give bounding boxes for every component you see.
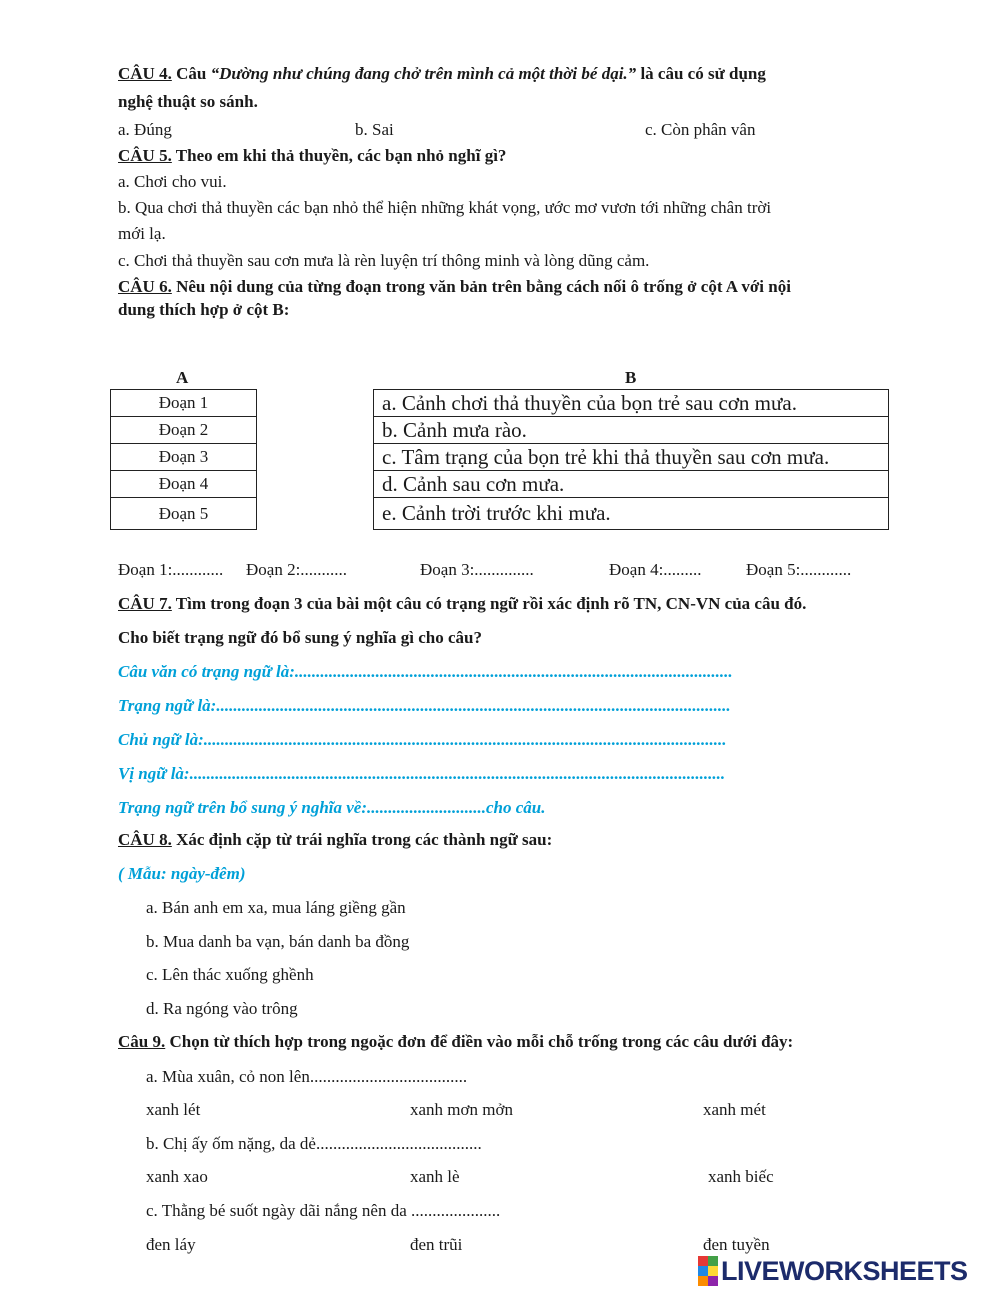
q9-b-option: xanh biếc — [708, 1167, 774, 1186]
col-a-heading: A — [176, 368, 189, 387]
q7-fill-predicate[interactable]: Vị ngữ là:.............................................................................................................................. — [118, 764, 726, 783]
q4-line1: CÂU 4. Câu “Dường như chúng đang chở trên mình cả một thời bé dại.” là câu có sử dụng — [118, 64, 766, 83]
q8-question: CÂU 8. Xác định cặp từ trái nghĩa trong các thành ngữ sau: — [118, 830, 553, 849]
answer-doan-4[interactable]: Đoạn 4:......... — [609, 560, 702, 579]
q9-b-option: xanh xao — [146, 1167, 208, 1186]
q7-label: CÂU 7. — [118, 594, 172, 613]
q8-item-c: c. Lên thác xuống ghềnh — [146, 965, 314, 984]
q4-quote: “Dường như chúng đang chở trên mình cả một thời bé dại.” — [210, 64, 637, 83]
q9-c-option: đen tuyền — [703, 1235, 770, 1254]
q5-option-b-line2: mới lạ. — [118, 224, 166, 243]
col-a-cell[interactable]: Đoạn 5 — [111, 498, 257, 530]
q7-fill-meaning[interactable]: Trạng ngữ trên bổ sung ý nghĩa về:............................cho câu. — [118, 798, 546, 817]
q5-option-c: c. Chơi thả thuyền sau cơn mưa là rèn luyện trí thông minh và lòng dũng cảm. — [118, 251, 650, 270]
q9-question: Câu 9. Chọn từ thích hợp trong ngoặc đơn để điền vào mỗi chỗ trống trong các câu dưới đây: — [118, 1032, 794, 1051]
column-b-table — [373, 389, 889, 530]
q6-question-line2: dung thích hợp ở cột B: — [118, 300, 290, 319]
q5-option-b-line1: b. Qua chơi thả thuyền các bạn nhỏ thể hiện những khát vọng, ước mơ vươn tới những chân trời — [118, 198, 772, 217]
q4-label: CÂU 4. — [118, 64, 172, 83]
col-a-cell[interactable]: Đoạn 2 — [111, 417, 257, 444]
q7-fill-adverbial[interactable]: Trạng ngữ là:......................................................................................................................... — [118, 696, 731, 715]
col-b-heading: B — [625, 368, 637, 387]
col-b-cell[interactable]: e. Cảnh trời trước khi mưa. — [374, 498, 889, 530]
q9-label: Câu 9. — [118, 1032, 166, 1051]
q9-a-option: xanh mét — [703, 1100, 766, 1119]
q4-option-c: c. Còn phân vân — [645, 120, 756, 139]
q8-item-b: b. Mua danh ba vạn, bán danh ba đồng — [146, 932, 410, 951]
q8-label: CÂU 8. — [118, 830, 172, 849]
answer-doan-3[interactable]: Đoạn 3:.............. — [420, 560, 534, 579]
q7-fill-sentence[interactable]: Câu văn có trạng ngữ là:....................................................................................................... — [118, 662, 733, 681]
q9-c-option: đen láy — [146, 1235, 196, 1254]
q9-sentence-b[interactable]: b. Chị ấy ốm nặng, da dẻ....................................... — [146, 1134, 482, 1153]
answer-doan-2[interactable]: Đoạn 2:........... — [246, 560, 348, 579]
col-a-cell[interactable]: Đoạn 1 — [111, 390, 257, 417]
q8-sample: ( Mẫu: ngày-đêm) — [118, 864, 246, 883]
col-a-cell[interactable]: Đoạn 4 — [111, 471, 257, 498]
answer-doan-1[interactable]: Đoạn 1:............ — [118, 560, 224, 579]
q9-a-option: xanh lét — [146, 1100, 201, 1119]
q5-option-a: a. Chơi cho vui. — [118, 172, 227, 191]
col-b-cell[interactable]: a. Cảnh chơi thả thuyền của bọn trẻ sau cơn mưa. — [374, 390, 889, 417]
col-a-cell[interactable]: Đoạn 3 — [111, 444, 257, 471]
q5-question: CÂU 5. Theo em khi thả thuyền, các bạn nhỏ nghĩ gì? — [118, 146, 507, 165]
q6-label: CÂU 6. — [118, 277, 172, 296]
logo-blocks-icon — [698, 1256, 718, 1286]
q9-b-option: xanh lè — [410, 1167, 460, 1186]
q7-question-line1: CÂU 7. Tìm trong đoạn 3 của bài một câu có trạng ngữ rồi xác định rõ TN, CN-VN của câu đó. — [118, 594, 807, 613]
q6-question-line1: CÂU 6. Nêu nội dung của từng đoạn trong văn bản trên bằng cách nối ô trống ở cột A với nội — [118, 277, 791, 296]
answer-doan-5[interactable]: Đoạn 5:............ — [746, 560, 852, 579]
q5-label: CÂU 5. — [118, 146, 172, 165]
liveworksheets-logo — [698, 1256, 968, 1286]
col-b-cell[interactable]: b. Cảnh mưa rào. — [374, 417, 889, 444]
q8-item-a: a. Bán anh em xa, mua láng giềng gần — [146, 898, 406, 917]
col-b-cell[interactable]: c. Tâm trạng của bọn trẻ khi thả thuyền sau cơn mưa. — [374, 444, 889, 471]
q4-line2: nghệ thuật so sánh. — [118, 92, 258, 111]
logo-text: LIVEWORKSHEETS — [721, 1255, 968, 1286]
q7-fill-subject[interactable]: Chủ ngữ là:........................................................................................................................... — [118, 730, 727, 749]
col-b-cell[interactable]: d. Cảnh sau cơn mưa. — [374, 471, 889, 498]
q4-option-b: b. Sai — [355, 120, 394, 139]
q7-question-line2: Cho biết trạng ngữ đó bổ sung ý nghĩa gì cho câu? — [118, 628, 482, 647]
q9-c-option: đen trũi — [410, 1235, 463, 1254]
q9-a-option: xanh mơn mởn — [410, 1100, 513, 1119]
column-a-table — [110, 389, 257, 530]
q9-sentence-c[interactable]: c. Thằng bé suốt ngày dãi nắng nên da ..................... — [146, 1201, 501, 1220]
q4-option-a: a. Đúng — [118, 120, 172, 139]
q9-sentence-a[interactable]: a. Mùa xuân, cỏ non lên..................................... — [146, 1067, 468, 1086]
q8-item-d: d. Ra ngóng vào trông — [146, 999, 298, 1018]
